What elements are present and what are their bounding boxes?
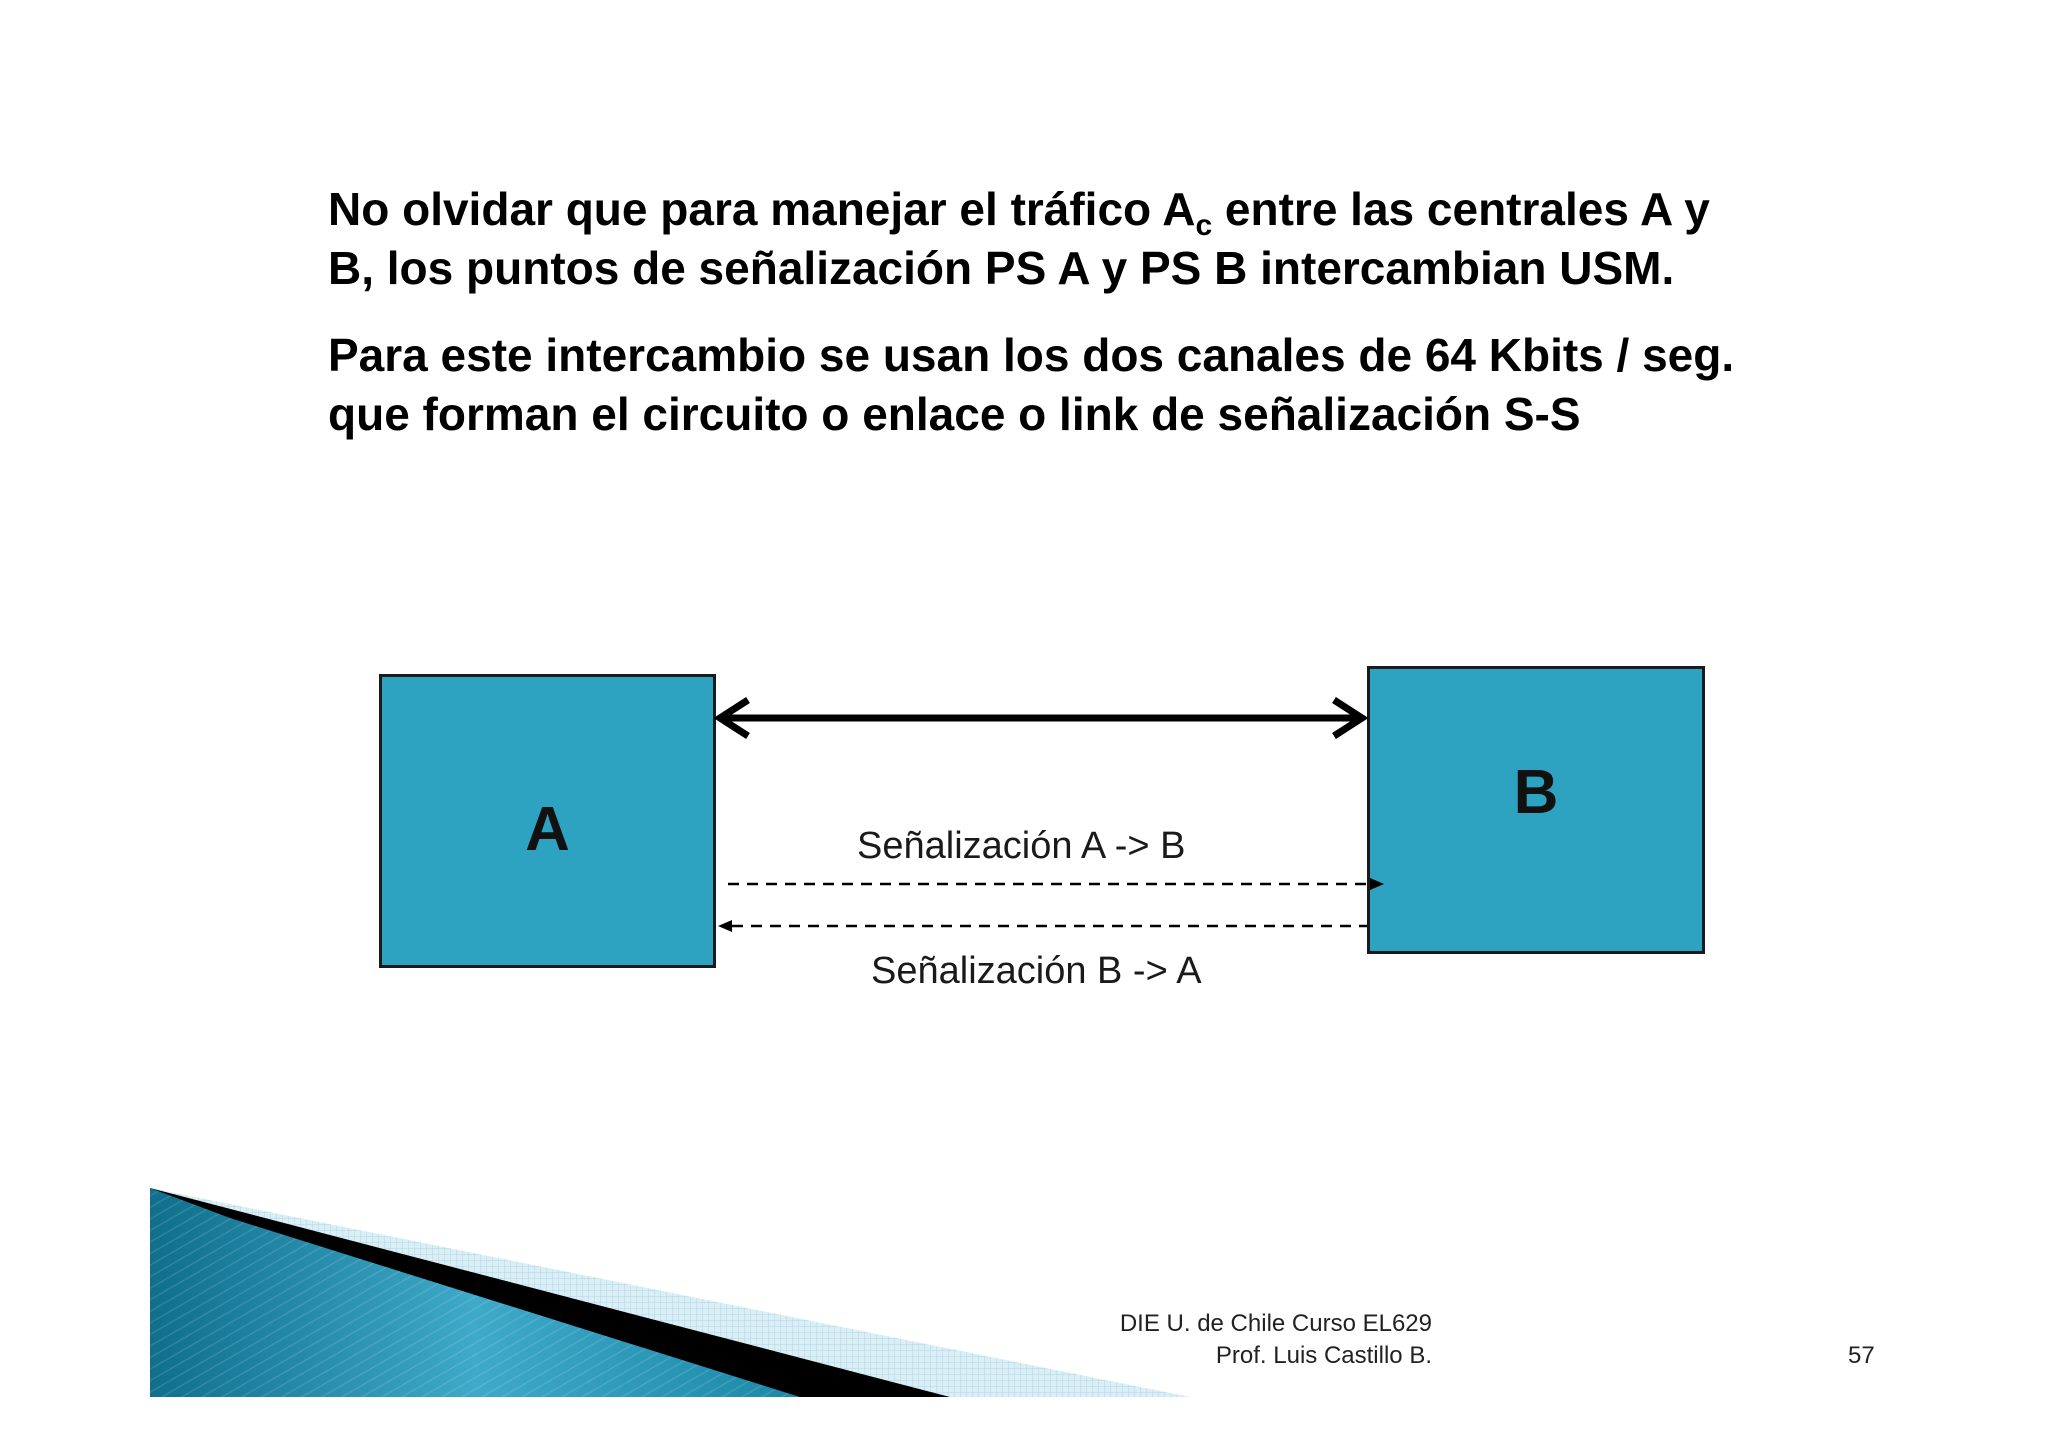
footer-professor: Prof. Luis Castillo B. [1215,1342,1432,1369]
bidirectional-arrow [720,700,1362,736]
signal-b-to-a-label: Señalización B -> A [871,950,1202,992]
dashed-arrow-a-to-b [728,878,1384,890]
paragraph-1-start: No olvidar que para manejar el tráfico A [328,183,1196,235]
footer-course: DIE U. de Chile Curso EL629 [1119,1310,1432,1337]
central-b-label: B [1513,757,1559,827]
signal-a-to-b-label: Señalización A -> B [857,825,1186,867]
dashed-arrow-b-to-a [718,920,1367,932]
page-number: 57 [1848,1342,1875,1369]
central-a-label: A [525,794,570,864]
paragraph-2: Para este intercambio se usan los dos canales de 64 Kbits / seg. que forman el circuito o enlace o link de señalización S-S [328,329,1735,440]
paragraph-1-end: entre las centrales A y B, los puntos de señalización PS A y PS B intercambian USM. [328,183,1710,294]
subscript-c: c [1195,209,1213,242]
